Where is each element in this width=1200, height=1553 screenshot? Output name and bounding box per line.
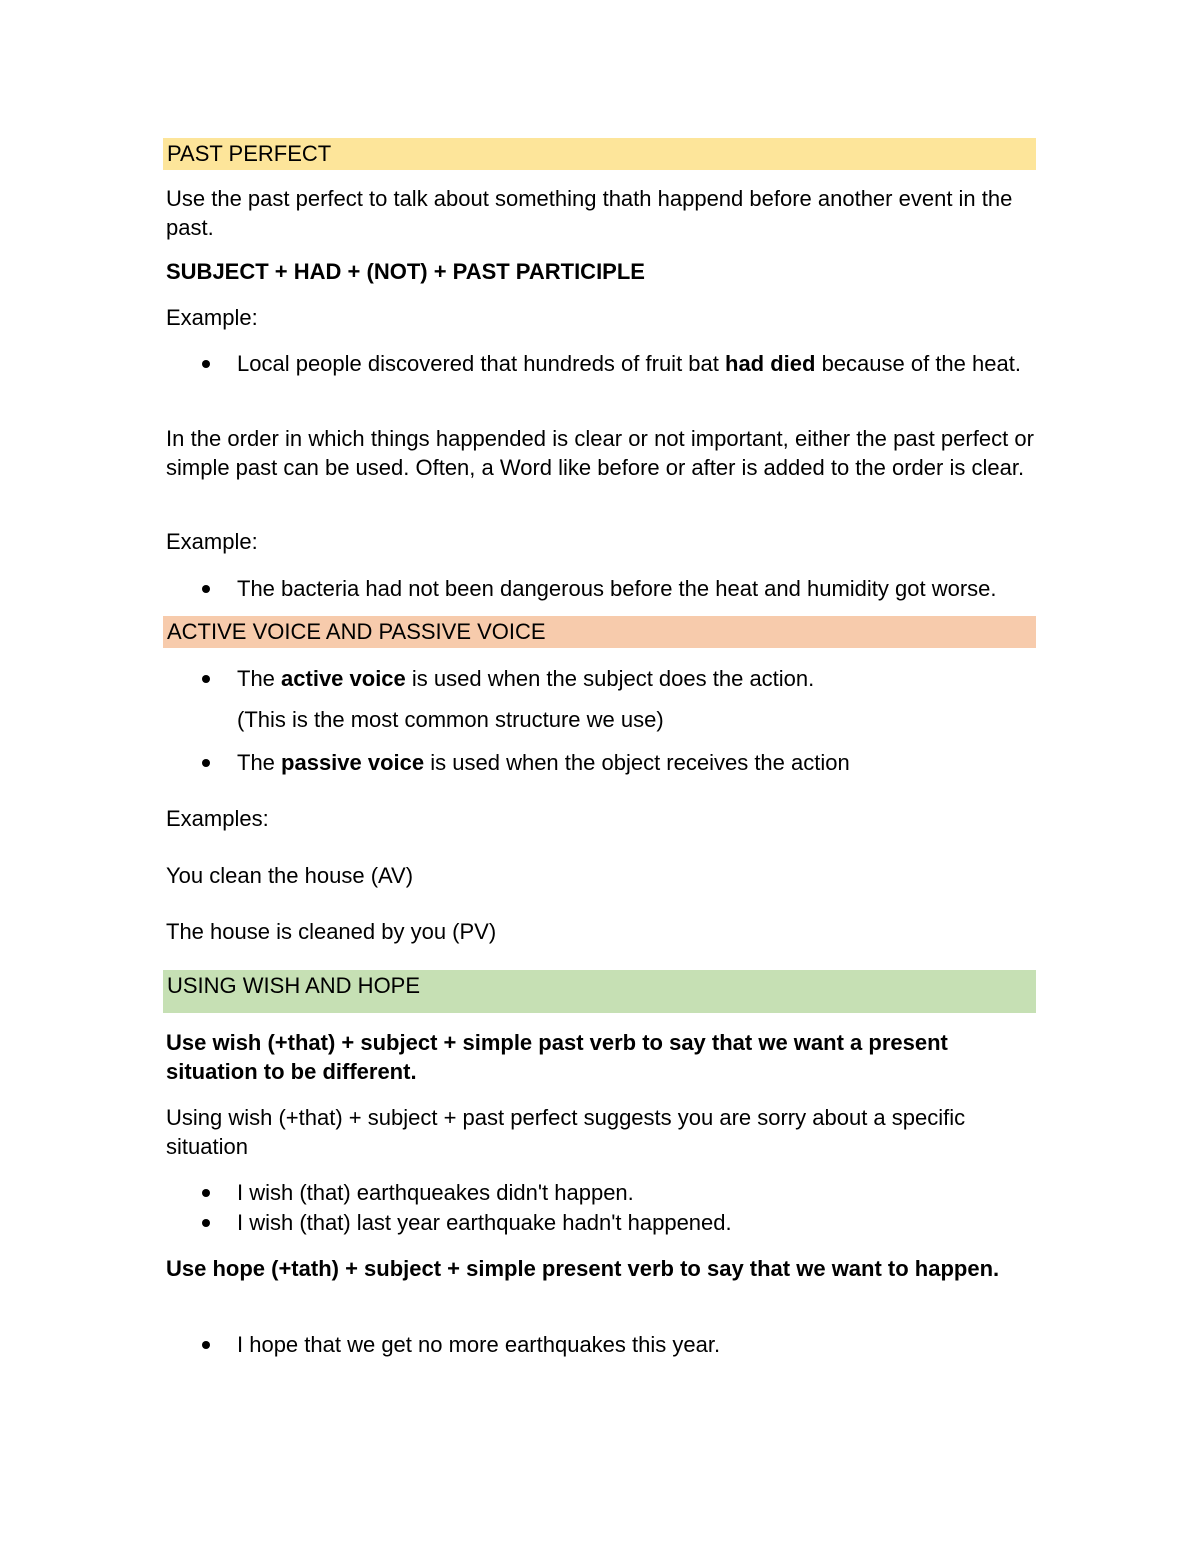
bullet-icon (202, 1219, 210, 1227)
heading-past-perfect-text: PAST PERFECT (167, 141, 332, 166)
emphasis: had died (725, 351, 816, 376)
example-label: Example: (166, 305, 258, 330)
examples-label: Examples: (166, 806, 269, 831)
list-item-text: Local people discovered that hundreds of fruit bat had died because of the heat. (237, 351, 1021, 376)
emphasis: active voice (281, 666, 406, 691)
past-perfect-formula: SUBJECT + HAD + (NOT) + PAST PARTICIPLE (166, 259, 645, 284)
bullet-icon (202, 360, 210, 368)
bullet-icon (202, 1341, 210, 1349)
bullet-icon (202, 675, 210, 683)
list-item-text: I wish (that) last year earthquake hadn't happened. (237, 1210, 732, 1235)
past-perfect-note: In the order in which things happended is clear or not important, either the past perfect or simple past can be used. Often, a Word like before or after is added to the order is clear. (166, 426, 1034, 480)
heading-wish-hope-text: USING WISH AND HOPE (167, 973, 421, 998)
bullet-icon (202, 759, 210, 767)
list-item-text: The passive voice is used when the object receives the action (237, 750, 850, 775)
list-item-text: The bacteria had not been dangerous before the heat and humidity got worse. (237, 576, 997, 601)
bullet-icon (202, 1189, 210, 1197)
list-item-text: The active voice is used when the subject does the action. (237, 666, 815, 691)
heading-past-perfect (163, 138, 1036, 170)
rule-wish-perfect: Using wish (+that) + subject + past perfect suggests you are sorry about a specific situation (166, 1105, 966, 1159)
past-perfect-intro: Use the past perfect to talk about something thath happend before another event in the past. (166, 186, 1013, 240)
heading-voice-text: ACTIVE VOICE AND PASSIVE VOICE (167, 619, 546, 644)
heading-wish-hope (163, 970, 1036, 1013)
example-label: Example: (166, 529, 258, 554)
bullet-icon (202, 585, 210, 593)
list-item-text: I wish (that) earthqueakes didn't happen. (237, 1180, 634, 1205)
rule-hope: Use hope (+tath) + subject + simple present verb to say that we want to happen. (166, 1256, 1000, 1281)
emphasis: passive voice (281, 750, 425, 775)
example-passive: The house is cleaned by you (PV) (166, 919, 497, 944)
list-item-text: I hope that we get no more earthquakes this year. (237, 1332, 721, 1357)
bullet-note: (This is the most common structure we use) (237, 707, 664, 732)
heading-voice (163, 616, 1036, 648)
rule-wish: Use wish (+that) + subject + simple past verb to say that we want a present situation to be different. (166, 1030, 948, 1084)
example-active: You clean the house (AV) (166, 863, 414, 888)
